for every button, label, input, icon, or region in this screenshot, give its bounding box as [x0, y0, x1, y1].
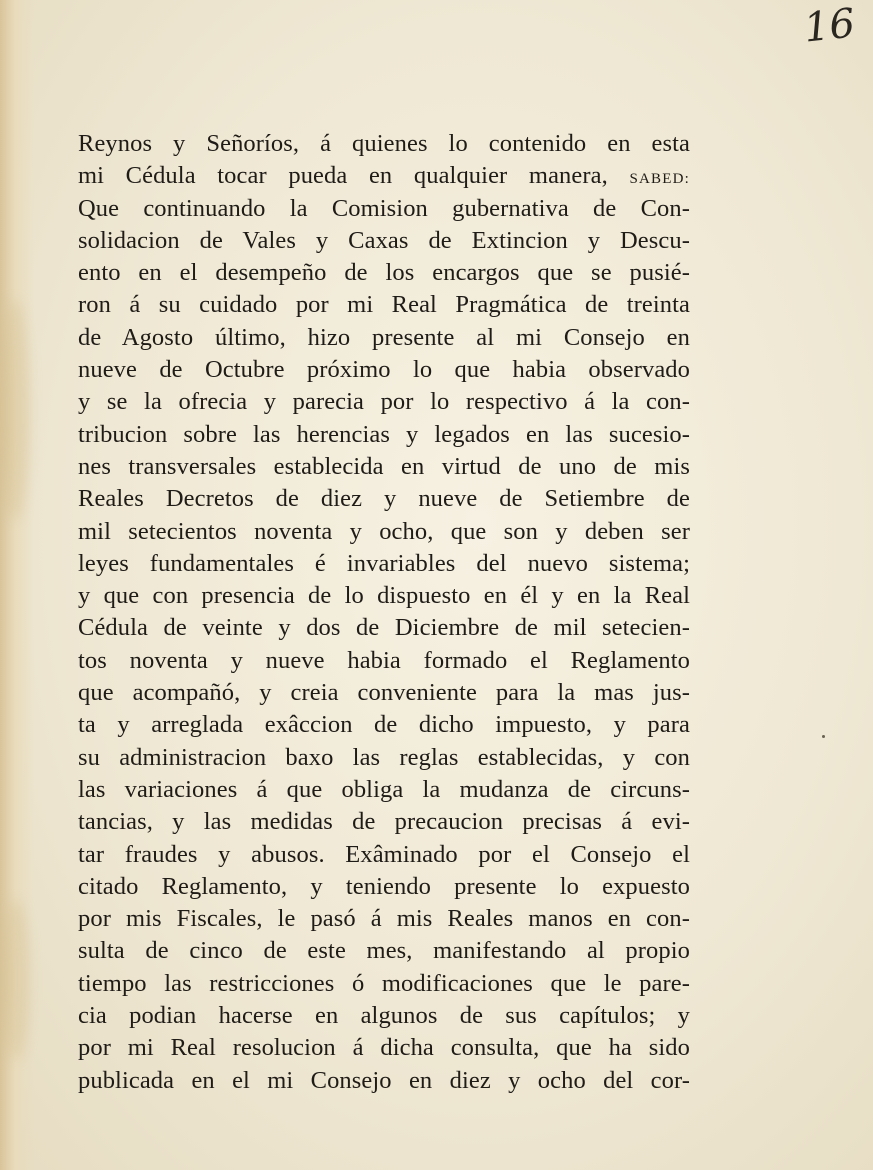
text-line: tiempo las restricciones ó modificaciones que le pare-	[78, 969, 690, 997]
text-line-content: mi Cédula tocar pueda en qualquier manera,	[78, 162, 608, 190]
text-line: por mis Fiscales, le pasó á mis Reales manos en con-	[78, 905, 690, 933]
text-line: de Agosto último, hizo presente al mi Consejo en	[78, 323, 690, 351]
text-line: y que con presencia de lo dispuesto en él y en la Real	[78, 582, 690, 610]
text-line: tar fraudes y abusos. Exâminado por el Consejo el	[78, 840, 690, 868]
text-line: ento en el desempeño de los encargos que se pusié-	[78, 259, 690, 287]
body-text	[78, 128, 690, 1097]
text-line: tribucion sobre las herencias y legados en las sucesio-	[78, 420, 690, 448]
text-line: leyes fundamentales é invariables del nuevo sistema;	[78, 549, 690, 577]
sabed-word: SABED:	[629, 171, 690, 188]
text-line	[78, 160, 690, 192]
text-line: y se la ofrecia y parecia por lo respectivo á la con-	[78, 388, 690, 416]
text-line: mil setecientos noventa y ocho, que son y deben ser	[78, 517, 690, 545]
text-line: solidacion de Vales y Caxas de Extincion y Descu-	[78, 226, 690, 254]
text-line: su administracion baxo las reglas establecidas, y con	[78, 743, 690, 771]
paper-stain	[2, 900, 30, 1060]
text-line: Que continuando la Comision gubernativa de Con-	[78, 194, 690, 222]
text-line: cia podian hacerse en algunos de sus capítulos; y	[78, 1002, 690, 1030]
folio-number: 16	[801, 0, 858, 52]
text-line: por mi Real resolucion á dicha consulta, que ha sido	[78, 1034, 690, 1062]
text-line: Reales Decretos de diez y nueve de Setiembre de	[78, 485, 690, 513]
text-line: tos noventa y nueve habia formado el Reglamento	[78, 646, 690, 674]
text-line: que acompañó, y creia conveniente para la mas jus-	[78, 679, 690, 707]
text-line: sulta de cinco de este mes, manifestando al propio	[78, 937, 690, 965]
text-line: nes transversales establecida en virtud de uno de mis	[78, 452, 690, 480]
text-line: ta y arreglada exâccion de dicho impuesto, y para	[78, 711, 690, 739]
text-line: citado Reglamento, y teniendo presente lo expuesto	[78, 872, 690, 900]
text-line: nueve de Octubre próximo lo que habia observado	[78, 356, 690, 384]
text-line: tancias, y las medidas de precaucion precisas á evi-	[78, 808, 690, 836]
text-line: ron á su cuidado por mi Real Pragmática de treinta	[78, 291, 690, 319]
text-line: publicada en el mi Consejo en diez y ocho del cor-	[78, 1066, 690, 1094]
paper-stain	[0, 300, 30, 520]
text-line: Cédula de veinte y dos de Diciembre de mil setecien-	[78, 614, 690, 642]
text-line: Reynos y Señoríos, á quienes lo contenido en esta	[78, 130, 690, 157]
paper-speck	[822, 735, 825, 738]
text-line: las variaciones á que obliga la mudanza de circuns-	[78, 775, 690, 803]
